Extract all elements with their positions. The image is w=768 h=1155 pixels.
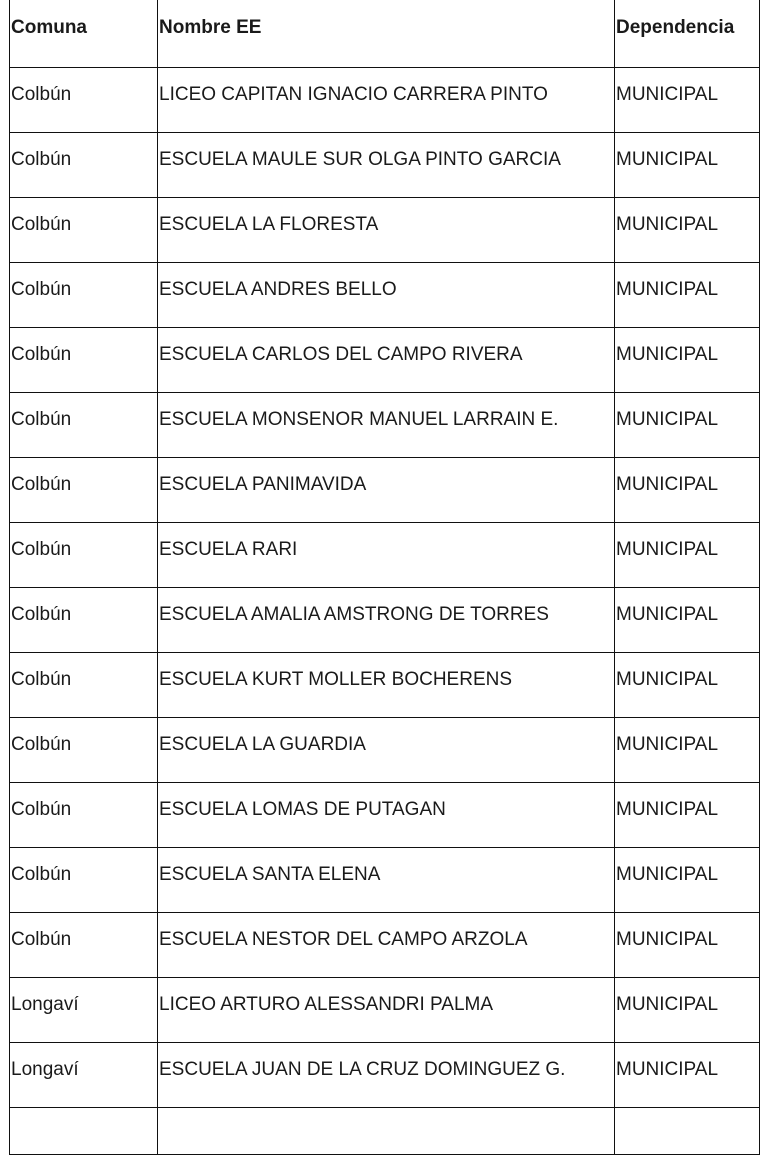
cell-nombre-ee bbox=[158, 1108, 615, 1155]
cell-comuna: Colbún bbox=[10, 848, 158, 913]
cell-comuna: Colbún bbox=[10, 328, 158, 393]
cell-nombre-ee: ESCUELA ANDRES BELLO bbox=[158, 263, 615, 328]
schools-table bbox=[9, 0, 760, 1155]
cell-nombre-ee: ESCUELA KURT MOLLER BOCHERENS bbox=[158, 653, 615, 718]
cell-nombre-ee: LICEO ARTURO ALESSANDRI PALMA bbox=[158, 978, 615, 1043]
cell-dependencia: MUNICIPAL bbox=[615, 523, 760, 588]
table-row bbox=[10, 978, 760, 1043]
table-row bbox=[10, 328, 760, 393]
cell-nombre-ee: ESCUELA RARI bbox=[158, 523, 615, 588]
cell-comuna bbox=[10, 1108, 158, 1155]
table-row bbox=[10, 458, 760, 523]
table-row bbox=[10, 263, 760, 328]
table-row bbox=[10, 198, 760, 263]
cell-comuna: Colbún bbox=[10, 393, 158, 458]
cell-nombre-ee: ESCUELA MONSENOR MANUEL LARRAIN E. bbox=[158, 393, 615, 458]
cell-nombre-ee: ESCUELA LA FLORESTA bbox=[158, 198, 615, 263]
cell-dependencia: MUNICIPAL bbox=[615, 198, 760, 263]
table-row bbox=[10, 133, 760, 198]
table-row bbox=[10, 848, 760, 913]
header-row bbox=[10, 0, 760, 68]
table-row bbox=[10, 783, 760, 848]
cell-nombre-ee: ESCUELA CARLOS DEL CAMPO RIVERA bbox=[158, 328, 615, 393]
table-row bbox=[10, 588, 760, 653]
cell-dependencia: MUNICIPAL bbox=[615, 653, 760, 718]
table-row bbox=[10, 913, 760, 978]
cell-comuna: Longaví bbox=[10, 1043, 158, 1108]
cell-comuna: Longaví bbox=[10, 978, 158, 1043]
header-comuna: Comuna bbox=[10, 0, 158, 68]
cell-comuna: Colbún bbox=[10, 653, 158, 718]
table-row bbox=[10, 653, 760, 718]
cell-comuna: Colbún bbox=[10, 68, 158, 133]
cell-dependencia: MUNICIPAL bbox=[615, 263, 760, 328]
header-nombre-ee: Nombre EE bbox=[158, 0, 615, 68]
cell-dependencia: MUNICIPAL bbox=[615, 1043, 760, 1108]
cell-dependencia: MUNICIPAL bbox=[615, 913, 760, 978]
cell-comuna: Colbún bbox=[10, 913, 158, 978]
cell-dependencia: MUNICIPAL bbox=[615, 848, 760, 913]
cell-nombre-ee: ESCUELA LOMAS DE PUTAGAN bbox=[158, 783, 615, 848]
table-row bbox=[10, 718, 760, 783]
cell-comuna: Colbún bbox=[10, 133, 158, 198]
cell-dependencia: MUNICIPAL bbox=[615, 978, 760, 1043]
cell-nombre-ee: ESCUELA SANTA ELENA bbox=[158, 848, 615, 913]
cell-nombre-ee: LICEO CAPITAN IGNACIO CARRERA PINTO bbox=[158, 68, 615, 133]
table-body bbox=[10, 68, 760, 1155]
table-row bbox=[10, 523, 760, 588]
cell-dependencia: MUNICIPAL bbox=[615, 783, 760, 848]
cell-comuna: Colbún bbox=[10, 588, 158, 653]
table-row bbox=[10, 68, 760, 133]
cell-nombre-ee: ESCUELA PANIMAVIDA bbox=[158, 458, 615, 523]
cell-dependencia bbox=[615, 1108, 760, 1155]
cell-nombre-ee: ESCUELA LA GUARDIA bbox=[158, 718, 615, 783]
cell-comuna: Colbún bbox=[10, 198, 158, 263]
cell-comuna: Colbún bbox=[10, 718, 158, 783]
cell-dependencia: MUNICIPAL bbox=[615, 133, 760, 198]
cell-dependencia: MUNICIPAL bbox=[615, 68, 760, 133]
schools-table-container bbox=[9, 0, 765, 1155]
cell-nombre-ee: ESCUELA NESTOR DEL CAMPO ARZOLA bbox=[158, 913, 615, 978]
cell-dependencia: MUNICIPAL bbox=[615, 588, 760, 653]
cell-dependencia: MUNICIPAL bbox=[615, 328, 760, 393]
cell-nombre-ee: ESCUELA MAULE SUR OLGA PINTO GARCIA bbox=[158, 133, 615, 198]
table-row bbox=[10, 393, 760, 458]
cell-nombre-ee: ESCUELA JUAN DE LA CRUZ DOMINGUEZ G. bbox=[158, 1043, 615, 1108]
cell-comuna: Colbún bbox=[10, 523, 158, 588]
table-row bbox=[10, 1043, 760, 1108]
table-row bbox=[10, 1108, 760, 1155]
table-header bbox=[10, 0, 760, 68]
header-dependencia: Dependencia bbox=[615, 0, 760, 68]
cell-comuna: Colbún bbox=[10, 783, 158, 848]
cell-comuna: Colbún bbox=[10, 458, 158, 523]
cell-dependencia: MUNICIPAL bbox=[615, 718, 760, 783]
cell-dependencia: MUNICIPAL bbox=[615, 393, 760, 458]
cell-comuna: Colbún bbox=[10, 263, 158, 328]
cell-dependencia: MUNICIPAL bbox=[615, 458, 760, 523]
cell-nombre-ee: ESCUELA AMALIA AMSTRONG DE TORRES bbox=[158, 588, 615, 653]
